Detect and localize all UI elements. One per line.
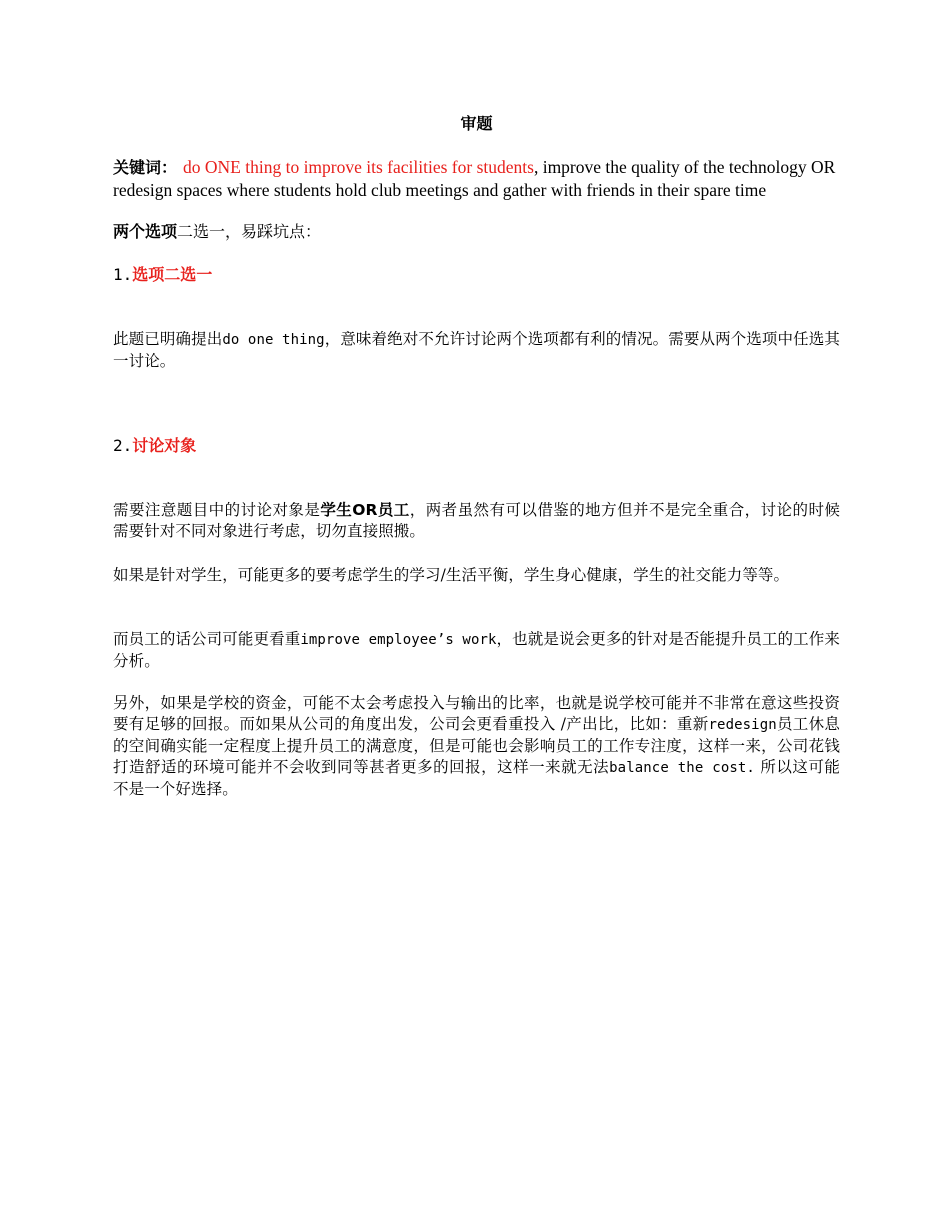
section1-paragraph-post: ，意味着绝对不允许讨论两个选项都有利的情况。需要从两个选项中任选其一讨论。 [113,330,840,370]
section1-paragraph [113,329,840,372]
section2-p3-post: ，也就是说会更多的针对是否能提升员工的工作来分析。 [113,630,840,670]
section1-heading [113,264,212,286]
section2-p3-code: improve employee’s work [300,632,497,648]
section1-paragraph-pre: 此题已明确提出 [113,330,223,348]
section2-number: 2. [113,436,133,455]
page-title: 审题 [460,114,493,133]
section2-p4-post: 所以这可能不是一个好选择。 [113,758,840,798]
keywords-label: 关键词： [113,158,178,177]
options-intro-rest: 二选一，易踩坑点： [177,222,322,241]
section2-p3-pre: 而员工的话公司可能更看重 [113,630,301,648]
options-intro-bold: 两个选项 [113,222,178,241]
keywords-paragraph [113,156,848,201]
keywords-rest: , improve the quality of the technology OR redesign spaces where students hold club meetings and gather with friends in their spare time [113,157,836,200]
section1-paragraph-code: do one thing [222,332,325,348]
section2-paragraph-1 [113,500,840,542]
keywords-highlight: do ONE thing to improve its facilities for students [183,157,534,177]
section2-p4-code1: redesign [708,717,777,733]
section2-p4-mid: 员工休息的空间确实能一定程度上提升员工的满意度，但是可能也会影响员工的工作专注度，这样一来，公司花钱打造舒适的环境可能并不会收到同等甚者更多的回报，这样一来就无法 [113,715,840,776]
section2-p1-post: ，两者虽然有可以借鉴的地方但并不是完全重合，讨论的时候需要针对不同对象进行考虑，切勿直接照搬。 [113,501,840,540]
section2-paragraph-2: 如果是针对学生，可能更多的要考虑学生的学习/生活平衡，学生身心健康，学生的社交能力等等。 [113,566,790,584]
section1-number: 1. [113,265,133,284]
section2-heading [113,435,196,457]
section2-p1-bold: 学生OR员工 [320,501,410,519]
section1-heading-text: 选项二选一 [132,265,213,284]
section2-heading-text: 讨论对象 [132,436,197,455]
section2-p1-pre: 需要注意题目中的讨论对象是 [113,501,321,519]
section2-p4-pre: 另外，如果是学校的资金，可能不太会考虑投入与输出的比率，也就是说学校可能并不非常在意这些投资要有足够的回报。而如果从公司的角度出发，公司会更看重投入 /产出比，比如：重新 [113,694,840,733]
section2-paragraph-3 [113,629,840,672]
section2-paragraph-4 [113,693,840,800]
section2-p4-code2: balance the cost. [609,760,755,776]
options-intro [113,221,321,243]
